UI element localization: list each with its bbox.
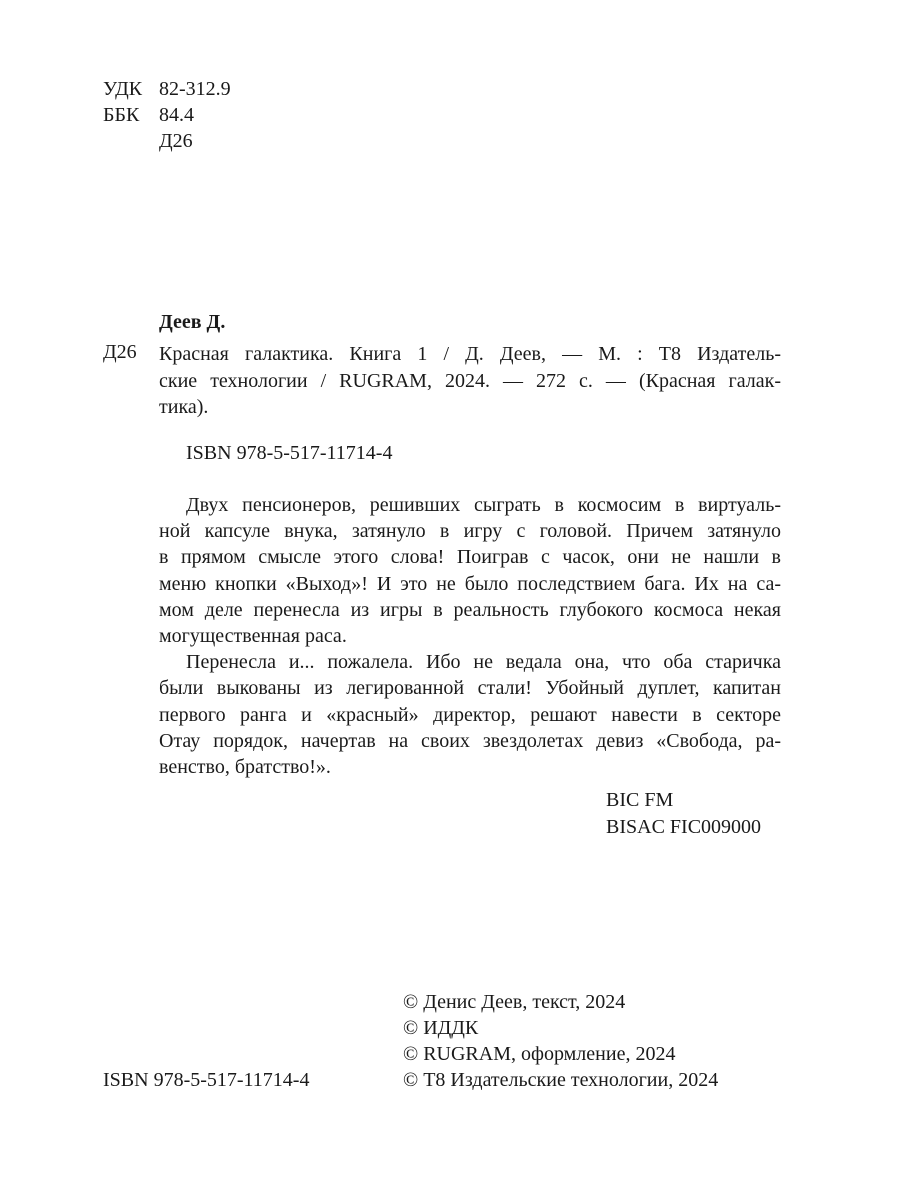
bbk-row [103,102,194,128]
catalog-entry [159,341,781,421]
annotation-line: ной капсуле внука, затянуло в игру с головой. Причем затянуло [159,520,781,543]
copyright-line: © ИДДК [403,1017,479,1039]
annotation-line: Отау порядок, начертав на своих звездолетах девиз «Свобода, ра- [159,729,781,752]
udk-label: УДК [103,78,143,100]
udk-value: 82-312.9 [159,78,231,100]
catalog-code: Д26 [103,341,137,363]
annotation-line: в прямом смысле этого слова! Поиграв с часок, они не нашли в [159,546,781,569]
annotation-line: первого ранга и «красный» директор, решают навести в секторе [159,703,781,726]
entry-line: тика). [159,396,209,418]
udk-row [103,76,231,102]
bbk-value: 84.4 [159,104,194,126]
entry-line: Красная галактика. Книга 1 / Д. Деев, — М. : Т8 Издатель- [159,343,781,365]
bbk-label: ББК [103,104,140,126]
copyright-line: © Т8 Издательские технологии, 2024 [403,1069,719,1091]
annotation-line: меню кнопки «Выход»! И это не было последствием бага. Их на са- [159,572,781,595]
bic-code: BIC FM [606,789,674,811]
annotation-line: были выкованы из легированной стали! Убойный дуплет, капитан [159,677,781,700]
copyright-line: © RUGRAM, оформление, 2024 [403,1043,676,1065]
annotation-line: могущественная раса. [159,625,347,648]
annotation-line: мом деле перенесла из игры в реальность глубокого космоса некая [159,598,781,621]
author-mark: Д26 [159,130,193,152]
copyright-block [403,989,718,1093]
annotation-line: Двух пенсионеров, решивших сыграть в космосим в виртуаль- [186,494,781,516]
catalog-isbn: ISBN 978-5-517-11714-4 [186,442,393,464]
copyright-line: © Денис Деев, текст, 2024 [403,991,626,1013]
bisac-code: BISAC FIC009000 [606,816,762,838]
annotation-line: Перенесла и... пожалела. Ибо не ведала она, что оба старичка [186,651,781,674]
footer-isbn: ISBN 978-5-517-11714-4 [103,1069,310,1091]
annotation-line: венство, братство!». [159,756,331,779]
subject-codes [606,787,761,841]
author-mark-row [103,128,193,154]
annotation [159,492,781,780]
entry-line: ские технологии / RUGRAM, 2024. — 272 с. — (Красная галак- [159,369,781,392]
catalog-author: Деев Д. [159,311,226,333]
